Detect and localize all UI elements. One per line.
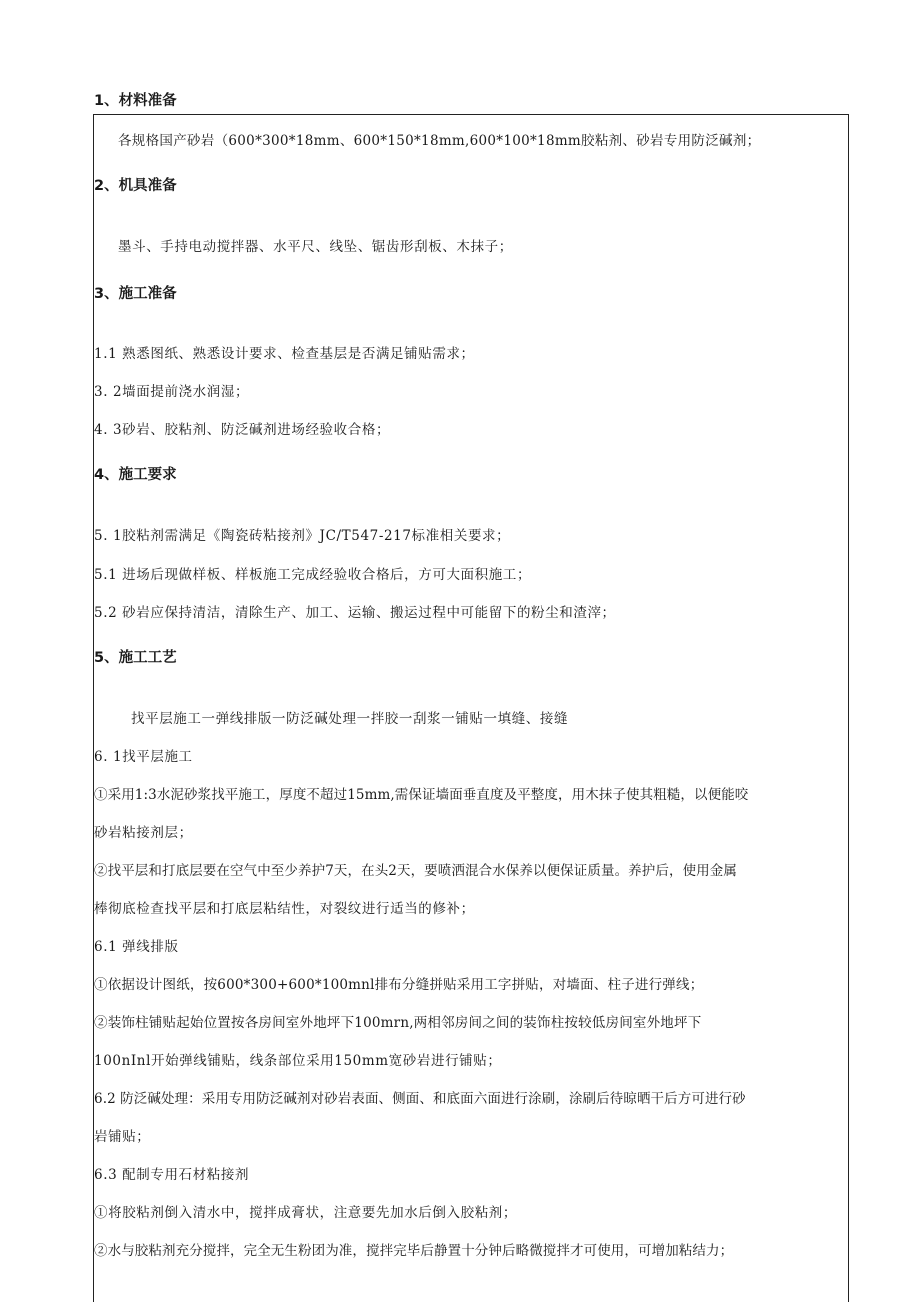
process-step: 棒彻底检查找平层和打底层粘结性，对裂纹进行适当的修补； [94,901,475,917]
preparation-item: 4. 3砂岩、胶粘剂、防泛碱剂进场经验收合格； [94,422,391,438]
requirement-item: 5. 1胶粘剂需满足《陶瓷砖粘接剂》JC/T547-217标准相关要求； [94,528,511,544]
process-step: 6. 1找平层施工 [94,749,193,765]
section-heading-preparation: 3、施工准备 [94,286,177,302]
process-step: ①依据设计图纸，按600*300+600*100mnl排布分缝拼贴采用工字拼贴，对墙面、柱子进行弹线； [94,977,704,993]
process-step: ①采用1:3水泥砂浆找平施工，厚度不超过15mm,需保证墙面垂直度及平整度，用木抹子使其粗糙，以便能咬 [94,787,749,803]
tools-text: 墨斗、手持电动搅拌器、水平尺、线坠、锯齿形刮板、木抹子； [118,239,513,255]
process-flow: 找平层施工一弹线排版一防泛碱处理一拌胶一刮浆一铺贴一填缝、接缝 [131,711,569,727]
process-step: 6.1 弹线排版 [94,939,179,955]
section-heading-materials: 1、材料准备 [94,93,177,109]
requirement-item: 5.1 进场后现做样板、样板施工完成经验收合格后，方可大面积施工； [94,567,532,583]
process-step: ②装饰柱铺贴起始位置按各房间室外地坪下100mrn,两相邻房间之间的装饰柱按较低房间室外地坪下 [94,1015,702,1031]
process-step: 6.2 防泛碱处理：采用专用防泛碱剂对砂岩表面、侧面、和底面六面进行涂刷，涂刷后待晾晒干后方可进行砂 [94,1091,746,1107]
process-step: ②找平层和打底层要在空气中至少养护7天，在头2天，要喷洒混合水保养以便保证质量。养护后，使用金属 [94,863,737,879]
section-heading-process: 5、施工工艺 [94,650,177,666]
process-step: 100nInl开始弹线铺贴，线条部位采用150mm宽砂岩进行铺贴； [94,1053,502,1069]
content-table-frame [93,114,849,1302]
materials-text: 各规格国产砂岩（600*300*18mm、600*150*18mm,600*100*18mm胶粘剂、砂岩专用防泛碱剂； [118,133,761,149]
section-heading-requirements: 4、施工要求 [94,467,177,483]
process-step: ②水与胶粘剂充分搅拌，完全无生粉团为准，搅拌完毕后静置十分钟后略微搅拌才可使用，可增加粘结力； [94,1243,734,1259]
section-heading-tools: 2、机具准备 [94,178,177,194]
process-step: 6.3 配制专用石材粘接剂 [94,1167,250,1183]
process-step: 砂岩粘接剂层； [94,825,193,841]
requirement-item: 5.2 砂岩应保持清洁，清除生产、加工、运输、搬运过程中可能留下的粉尘和渣滓； [94,605,616,621]
process-step: ①将胶粘剂倒入清水中，搅拌成膏状，注意要先加水后倒入胶粘剂； [94,1205,517,1221]
preparation-item: 1.1 熟悉图纸、熟悉设计要求、检查基层是否满足铺贴需求； [94,346,475,362]
preparation-item: 3. 2墙面提前浇水润湿； [94,384,250,400]
process-step: 岩铺贴； [94,1129,151,1145]
